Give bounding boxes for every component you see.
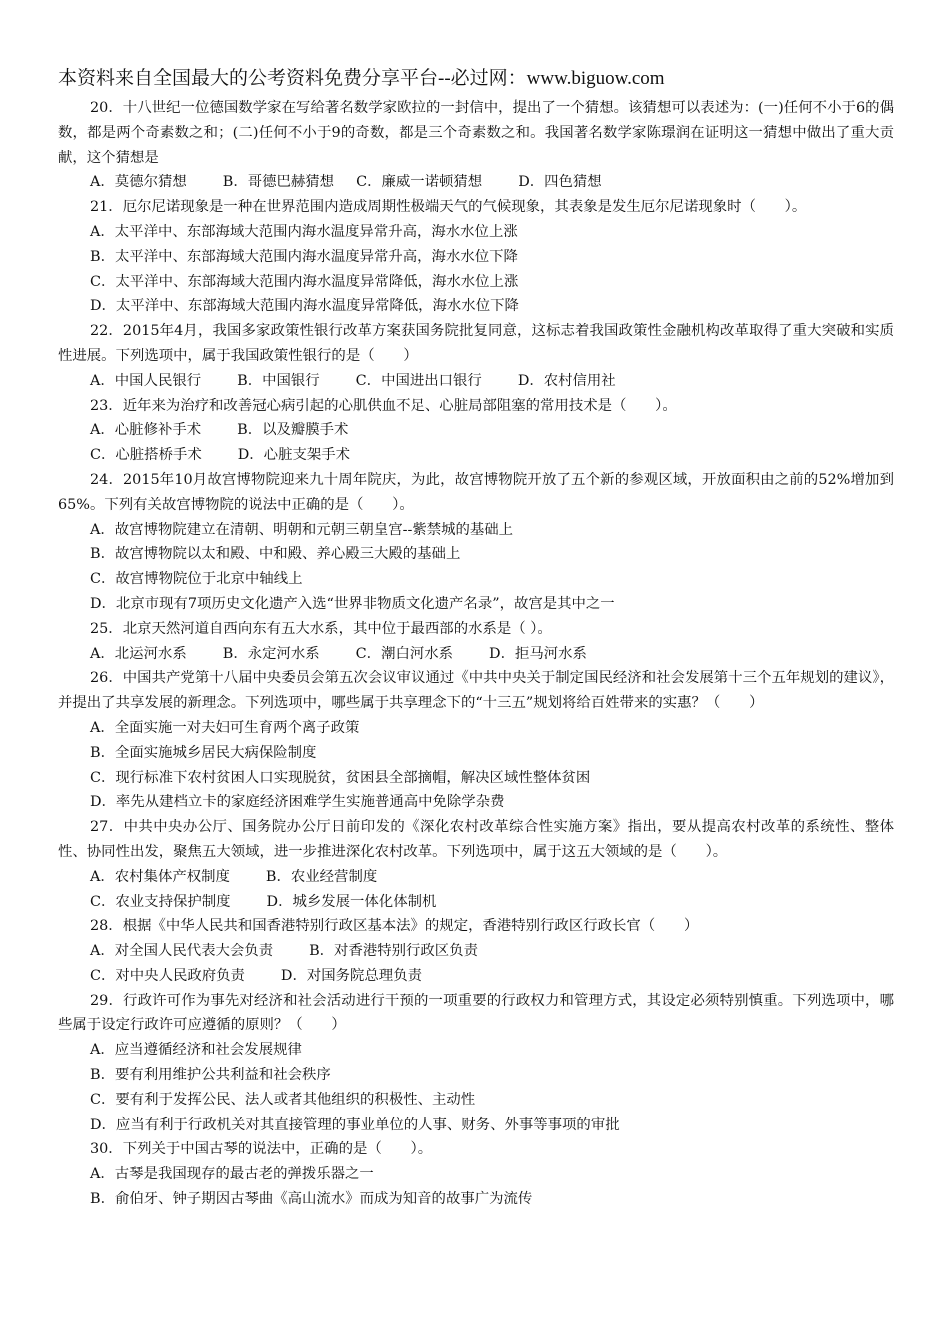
question-stem: 21．厄尔尼诺现象是一种在世界范围内造成周期性极端天气的气候现象，其表象是发生厄尔尼诺现象时（ ）。 — [90, 199, 807, 216]
source-header: 本资料来自全国最大的公考资料免费分享平台--必过网：www.biguow.com — [58, 68, 665, 89]
option-text: D．心脏支架手术 — [237, 447, 351, 464]
option-row — [58, 220, 894, 245]
question-stem: 29．行政许可作为事先对经济和社会活动进行干预的一项重要的行政权力和管理方式，其设定必须特别慎重。下列选项中，哪些属于设定行政许可应遵循的原则？（ ） — [58, 992, 894, 1034]
option-row — [58, 542, 894, 567]
option-text: D．城乡发展一体化体制机 — [266, 893, 437, 910]
option-text: B．农业经营制度 — [265, 868, 378, 885]
question-stem: 27．中共中央办公厅、国务院办公厅日前印发的《深化农村改革综合性实施方案》指出，要从提高农村改革的系统性、整体性、协同性出发，聚焦五大领域，进一步推进深化农村改革。下列选项中，属于这五大领域的是（ ）。 — [58, 819, 894, 860]
option-row — [58, 642, 894, 667]
option-row — [58, 1187, 894, 1212]
option-row — [58, 270, 894, 295]
option-row — [58, 865, 894, 890]
question-stem: 25．北京天然河道自西向东有五大水系，其中位于最西部的水系是（ ）。 — [90, 620, 552, 637]
option-text: A．全面实施一对夫妇可生育两个离子政策 — [90, 719, 360, 736]
option-row — [58, 245, 894, 270]
option-text: D．四色猜想 — [518, 174, 602, 191]
option-text: C．要有利于发挥公民、法人或者其他组织的积极性、主动性 — [90, 1091, 476, 1108]
question-30 — [58, 1137, 894, 1211]
option-row — [58, 443, 894, 468]
option-row — [58, 716, 894, 741]
question-22 — [58, 319, 894, 393]
option-row — [58, 170, 894, 195]
question-stem: 20．十八世纪一位德国数学家在写给著名数学家欧拉的一封信中，提出了一个猜想。该猜想可以表述为：(一)任何不小于6的偶数，都是两个奇素数之和；(二)任何不小于9的奇数，都是三个奇素数之和。我国著名数学家陈璟润在证明这一猜想中做出了重大贡献，这个猜想是 — [58, 100, 894, 166]
option-text: B．全面实施城乡居民大病保险制度 — [90, 744, 317, 761]
question-28 — [58, 914, 894, 988]
question-26 — [58, 666, 894, 815]
option-row — [58, 518, 894, 543]
question-27 — [58, 815, 894, 914]
option-text: D．率先从建档立卡的家庭经济困难学生实施普通高中免除学杂费 — [90, 794, 505, 811]
option-row — [58, 1038, 894, 1063]
option-text: A．农村集体产权制度 — [90, 868, 230, 885]
option-text: A．应当遵循经济和社会发展规律 — [90, 1042, 302, 1059]
option-text: C．故宫博物院位于北京中轴线上 — [90, 571, 303, 588]
option-text: B．太平洋中、东部海域大范围内海水温度异常升高，海水水位下降 — [90, 248, 518, 265]
option-text: A．心脏修补手术 — [90, 422, 202, 439]
option-text: B．以及瓣膜手术 — [237, 422, 349, 439]
option-row — [58, 294, 894, 319]
option-text: C．太平洋中、东部海域大范围内海水温度异常降低，海水水位上涨 — [90, 273, 519, 290]
question-stem: 28．根据《中华人民共和国香港特别行政区基本法》的规定，香港特别行政区行政长官（ ） — [90, 918, 699, 935]
question-list — [58, 96, 894, 1212]
question-stem: 24．2015年10月故宫博物院迎来九十周年院庆，为此，故宫博物院开放了五个新的参观区域，开放面积由之前的52%增加到65%。下列有关故宫博物院的说法中正确的是（ ）。 — [58, 471, 894, 513]
option-text: A．太平洋中、东部海域大范围内海水温度异常升高，海水水位上涨 — [90, 223, 518, 240]
option-text: B．要有利用维护公共利益和社会秩序 — [90, 1067, 331, 1084]
question-24 — [58, 468, 894, 617]
option-row — [58, 790, 894, 815]
option-row — [58, 890, 894, 915]
option-text: C．现行标准下农村贫困人口实现脱贫，贫困县全部摘帽，解决区域性整体贫困 — [90, 769, 591, 786]
option-text: D．拒马河水系 — [489, 645, 587, 662]
option-row — [58, 741, 894, 766]
option-row — [58, 567, 894, 592]
option-row — [58, 964, 894, 989]
question-stem: 23．近年来为治疗和改善冠心病引起的心肌供血不足、心脏局部阻塞的常用技术是（ ）。 — [90, 397, 677, 414]
option-row — [58, 592, 894, 617]
option-row — [58, 1162, 894, 1187]
option-row — [58, 1063, 894, 1088]
option-text: B．故宫博物院以太和殿、中和殿、养心殿三大殿的基础上 — [90, 546, 461, 563]
option-text: A．中国人民银行 — [90, 372, 202, 389]
option-text: B．俞伯牙、钟子期因古琴曲《高山流水》而成为知音的故事广为流传 — [90, 1191, 533, 1208]
option-text: C．中国进出口银行 — [355, 372, 482, 389]
question-stem: 26．中国共产党第十八届中央委员会第五次会议审议通过《中共中央关于制定国民经济和社会发展第十三个五年规划的建议》，并提出了共享发展的新理念。下列选项中，哪些属于共享理念下的“十三五”规划将给百姓带来的实惠？（ ） — [58, 670, 894, 712]
option-text: A．故宫博物院建立在清朝、明朝和元朝三朝皇宫--紫禁城的基础上 — [90, 521, 514, 538]
option-text: D．太平洋中、东部海域大范围内海水温度异常降低，海水水位下降 — [90, 298, 519, 315]
option-text: D．对国务院总理负责 — [280, 967, 422, 984]
question-stem: 22．2015年4月，我国多家政策性银行改革方案获国务院批复同意，这标志着我国政策性金融机构改革取得了重大突破和实质性进展。下列选项中，属于我国政策性银行的是（ ） — [58, 323, 894, 364]
question-21 — [58, 195, 894, 319]
option-text: B．永定河水系 — [222, 645, 320, 662]
option-text: B．对香港特别行政区负责 — [309, 943, 478, 960]
option-text: C．对中央人民政府负责 — [90, 967, 245, 984]
option-row — [58, 766, 894, 791]
option-row — [58, 1088, 894, 1113]
option-row — [58, 939, 894, 964]
option-text: D．北京市现有7项历史文化遗产入选“世界非物质文化遗产名录”，故宫是其中之一 — [90, 595, 615, 612]
question-23 — [58, 394, 894, 468]
question-20 — [58, 96, 894, 195]
option-text: A．莫德尔猜想 — [90, 174, 187, 191]
option-text: A．对全国人民代表大会负责 — [90, 943, 274, 960]
option-text: B．中国银行 — [237, 372, 320, 389]
question-29 — [58, 989, 894, 1138]
option-text: A．北运河水系 — [90, 645, 187, 662]
option-text: A．古琴是我国现存的最古老的弹拨乐器之一 — [90, 1166, 374, 1183]
option-text: C．潮白河水系 — [355, 645, 454, 662]
option-text: B．哥德巴赫猜想 — [222, 174, 335, 191]
option-row — [58, 1113, 894, 1138]
option-text: C．心脏搭桥手术 — [90, 447, 202, 464]
option-text: D．应当有利于行政机关对其直接管理的事业单位的人事、财务、外事等事项的审批 — [90, 1116, 620, 1133]
option-text: C．农业支持保护制度 — [90, 893, 231, 910]
question-25 — [58, 617, 894, 667]
option-row — [58, 418, 894, 443]
question-stem: 30．下列关于中国古琴的说法中，正确的是（ ）。 — [90, 1141, 433, 1158]
option-row — [58, 369, 894, 394]
option-text: D．农村信用社 — [517, 372, 616, 389]
option-text: C．廉威一诺顿猜想 — [356, 174, 483, 191]
